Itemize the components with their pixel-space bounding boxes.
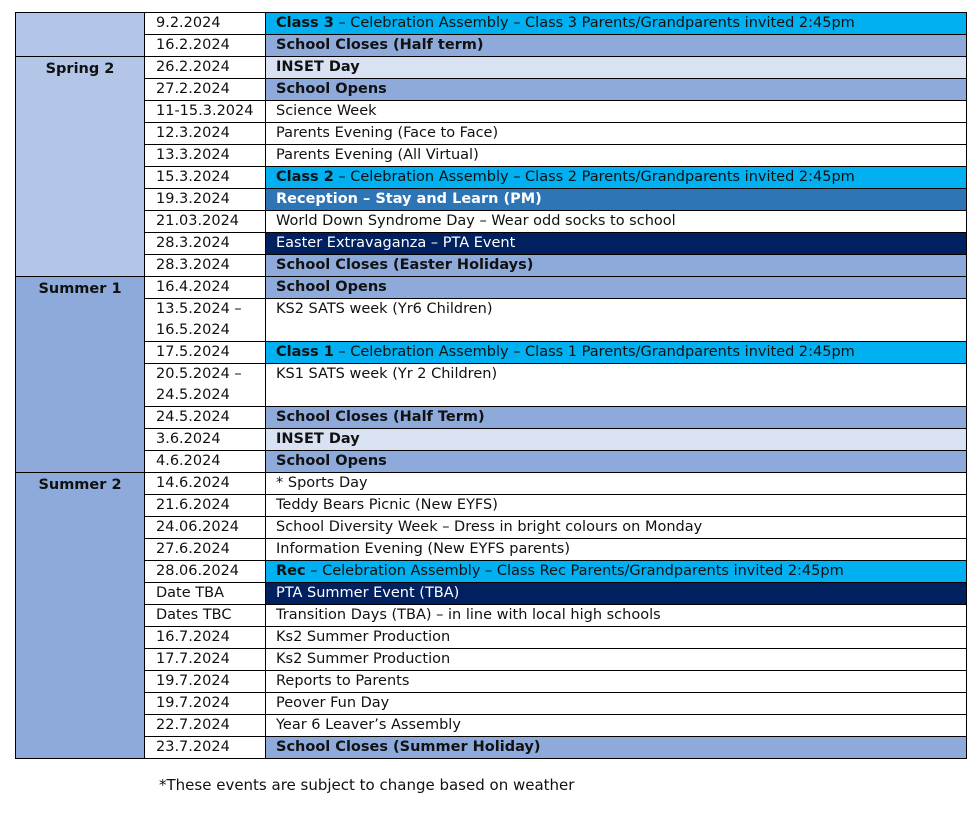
event-description bbox=[266, 364, 967, 407]
event-description bbox=[266, 233, 967, 255]
event-date: Date TBA bbox=[145, 583, 266, 605]
event-text: Science Week bbox=[276, 103, 377, 119]
event-description bbox=[266, 473, 967, 495]
event-description bbox=[266, 429, 967, 451]
event-class-label: Class 3 bbox=[276, 15, 334, 31]
event-text: Parents Evening (All Virtual) bbox=[276, 147, 479, 163]
table-row bbox=[16, 517, 967, 539]
table-row bbox=[16, 167, 967, 189]
table-row bbox=[16, 671, 967, 693]
table-row bbox=[16, 583, 967, 605]
event-date: 16.2.2024 bbox=[145, 35, 266, 57]
table-row bbox=[16, 627, 967, 649]
table-row bbox=[16, 233, 967, 255]
event-description bbox=[266, 561, 967, 583]
term-dates-sheet bbox=[15, 12, 966, 759]
event-text: – Celebration Assembly – Class Rec Parents/Grandparents invited 2:45pm bbox=[305, 563, 844, 579]
event-description bbox=[266, 145, 967, 167]
event-date: 23.7.2024 bbox=[145, 737, 266, 759]
table-row bbox=[16, 13, 967, 35]
event-text: School Closes (Easter Holidays) bbox=[276, 257, 534, 273]
event-description bbox=[266, 627, 967, 649]
event-date: 19.3.2024 bbox=[145, 189, 266, 211]
event-text: PTA Summer Event (TBA) bbox=[276, 585, 460, 601]
event-text: Information Evening (New EYFS parents) bbox=[276, 541, 570, 557]
event-date: 21.6.2024 bbox=[145, 495, 266, 517]
event-text: INSET Day bbox=[276, 431, 360, 447]
event-date: 4.6.2024 bbox=[145, 451, 266, 473]
event-text: KS1 SATS week (Yr 2 Children) bbox=[276, 366, 498, 382]
table-row bbox=[16, 364, 967, 407]
event-description bbox=[266, 123, 967, 145]
term-label bbox=[16, 13, 145, 57]
event-date: 17.5.2024 bbox=[145, 342, 266, 364]
event-date: 24.06.2024 bbox=[145, 517, 266, 539]
event-date: 21.03.2024 bbox=[145, 211, 266, 233]
event-description bbox=[266, 189, 967, 211]
event-description bbox=[266, 583, 967, 605]
event-text: Ks2 Summer Production bbox=[276, 629, 451, 645]
event-date: 9.2.2024 bbox=[145, 13, 266, 35]
event-date: 27.6.2024 bbox=[145, 539, 266, 561]
event-text: Peover Fun Day bbox=[276, 695, 390, 711]
event-date: 17.7.2024 bbox=[145, 649, 266, 671]
event-text: Teddy Bears Picnic (New EYFS) bbox=[276, 497, 498, 513]
event-class-label: Class 1 bbox=[276, 344, 334, 360]
event-date: 14.6.2024 bbox=[145, 473, 266, 495]
table-row bbox=[16, 539, 967, 561]
event-date: 19.7.2024 bbox=[145, 671, 266, 693]
event-text: World Down Syndrome Day – Wear odd socks to school bbox=[276, 213, 676, 229]
event-text: Reception – Stay and Learn (PM) bbox=[276, 191, 542, 207]
table-row bbox=[16, 57, 967, 79]
table-row bbox=[16, 145, 967, 167]
table-row bbox=[16, 693, 967, 715]
event-description bbox=[266, 605, 967, 627]
event-description bbox=[266, 671, 967, 693]
event-description bbox=[266, 342, 967, 364]
event-text: Reports to Parents bbox=[276, 673, 410, 689]
event-text: Transition Days (TBA) – in line with local high schools bbox=[276, 607, 661, 623]
event-date: 3.6.2024 bbox=[145, 429, 266, 451]
event-date: 20.5.2024 – 24.5.2024 bbox=[145, 364, 266, 407]
event-date: 19.7.2024 bbox=[145, 693, 266, 715]
term-dates-body bbox=[16, 13, 967, 759]
event-date: 15.3.2024 bbox=[145, 167, 266, 189]
table-row bbox=[16, 495, 967, 517]
weather-footnote: *These events are subject to change based on weather bbox=[159, 776, 575, 794]
event-date: 28.06.2024 bbox=[145, 561, 266, 583]
event-class-label: Rec bbox=[276, 563, 306, 579]
event-date: 13.3.2024 bbox=[145, 145, 266, 167]
table-row bbox=[16, 277, 967, 299]
event-date: 12.3.2024 bbox=[145, 123, 266, 145]
event-text: Ks2 Summer Production bbox=[276, 651, 451, 667]
event-text: INSET Day bbox=[276, 59, 360, 75]
event-description bbox=[266, 57, 967, 79]
event-description bbox=[266, 255, 967, 277]
event-description bbox=[266, 35, 967, 57]
event-date: 26.2.2024 bbox=[145, 57, 266, 79]
event-description bbox=[266, 211, 967, 233]
table-row bbox=[16, 123, 967, 145]
event-description bbox=[266, 737, 967, 759]
event-date: 16.7.2024 bbox=[145, 627, 266, 649]
table-row bbox=[16, 429, 967, 451]
event-description bbox=[266, 649, 967, 671]
event-text: KS2 SATS week (Yr6 Children) bbox=[276, 301, 493, 317]
event-description bbox=[266, 299, 967, 342]
table-row bbox=[16, 255, 967, 277]
event-description bbox=[266, 79, 967, 101]
term-label: Spring 2 bbox=[16, 57, 145, 277]
event-description bbox=[266, 693, 967, 715]
event-class-label: Class 2 bbox=[276, 169, 334, 185]
table-row bbox=[16, 737, 967, 759]
event-date: 13.5.2024 – 16.5.2024 bbox=[145, 299, 266, 342]
event-description bbox=[266, 715, 967, 737]
event-date: 22.7.2024 bbox=[145, 715, 266, 737]
event-text: – Celebration Assembly – Class 3 Parents/Grandparents invited 2:45pm bbox=[333, 15, 855, 31]
event-date: 27.2.2024 bbox=[145, 79, 266, 101]
table-row bbox=[16, 473, 967, 495]
table-row bbox=[16, 715, 967, 737]
table-row bbox=[16, 79, 967, 101]
table-row bbox=[16, 101, 967, 123]
event-description bbox=[266, 101, 967, 123]
table-row bbox=[16, 451, 967, 473]
table-row bbox=[16, 561, 967, 583]
table-row bbox=[16, 342, 967, 364]
event-date: 11-15.3.2024 bbox=[145, 101, 266, 123]
table-row bbox=[16, 605, 967, 627]
event-text: School Closes (Half term) bbox=[276, 37, 484, 53]
table-row bbox=[16, 189, 967, 211]
table-row bbox=[16, 35, 967, 57]
event-description bbox=[266, 407, 967, 429]
event-description bbox=[266, 517, 967, 539]
event-text: School Opens bbox=[276, 453, 387, 469]
term-label: Summer 2 bbox=[16, 473, 145, 759]
table-row bbox=[16, 211, 967, 233]
event-date: Dates TBC bbox=[145, 605, 266, 627]
event-date: 28.3.2024 bbox=[145, 233, 266, 255]
event-text: – Celebration Assembly – Class 1 Parents/Grandparents invited 2:45pm bbox=[333, 344, 855, 360]
event-text: School Diversity Week – Dress in bright colours on Monday bbox=[276, 519, 703, 535]
event-date: 16.4.2024 bbox=[145, 277, 266, 299]
event-text: * Sports Day bbox=[276, 475, 368, 491]
event-text: School Closes (Half Term) bbox=[276, 409, 485, 425]
event-text: Year 6 Leaver’s Assembly bbox=[276, 717, 461, 733]
event-description bbox=[266, 167, 967, 189]
table-row bbox=[16, 649, 967, 671]
event-text: School Opens bbox=[276, 279, 387, 295]
term-dates-table bbox=[15, 12, 967, 759]
event-text: School Closes (Summer Holiday) bbox=[276, 739, 541, 755]
event-description bbox=[266, 495, 967, 517]
event-date: 28.3.2024 bbox=[145, 255, 266, 277]
event-text: – Celebration Assembly – Class 2 Parents/Grandparents invited 2:45pm bbox=[333, 169, 855, 185]
event-text: Parents Evening (Face to Face) bbox=[276, 125, 499, 141]
event-date: 24.5.2024 bbox=[145, 407, 266, 429]
table-row bbox=[16, 407, 967, 429]
term-label: Summer 1 bbox=[16, 277, 145, 473]
table-row bbox=[16, 299, 967, 342]
event-text: Easter Extravaganza – PTA Event bbox=[276, 235, 516, 251]
event-description bbox=[266, 451, 967, 473]
event-text: School Opens bbox=[276, 81, 387, 97]
event-description bbox=[266, 13, 967, 35]
event-description bbox=[266, 277, 967, 299]
event-description bbox=[266, 539, 967, 561]
